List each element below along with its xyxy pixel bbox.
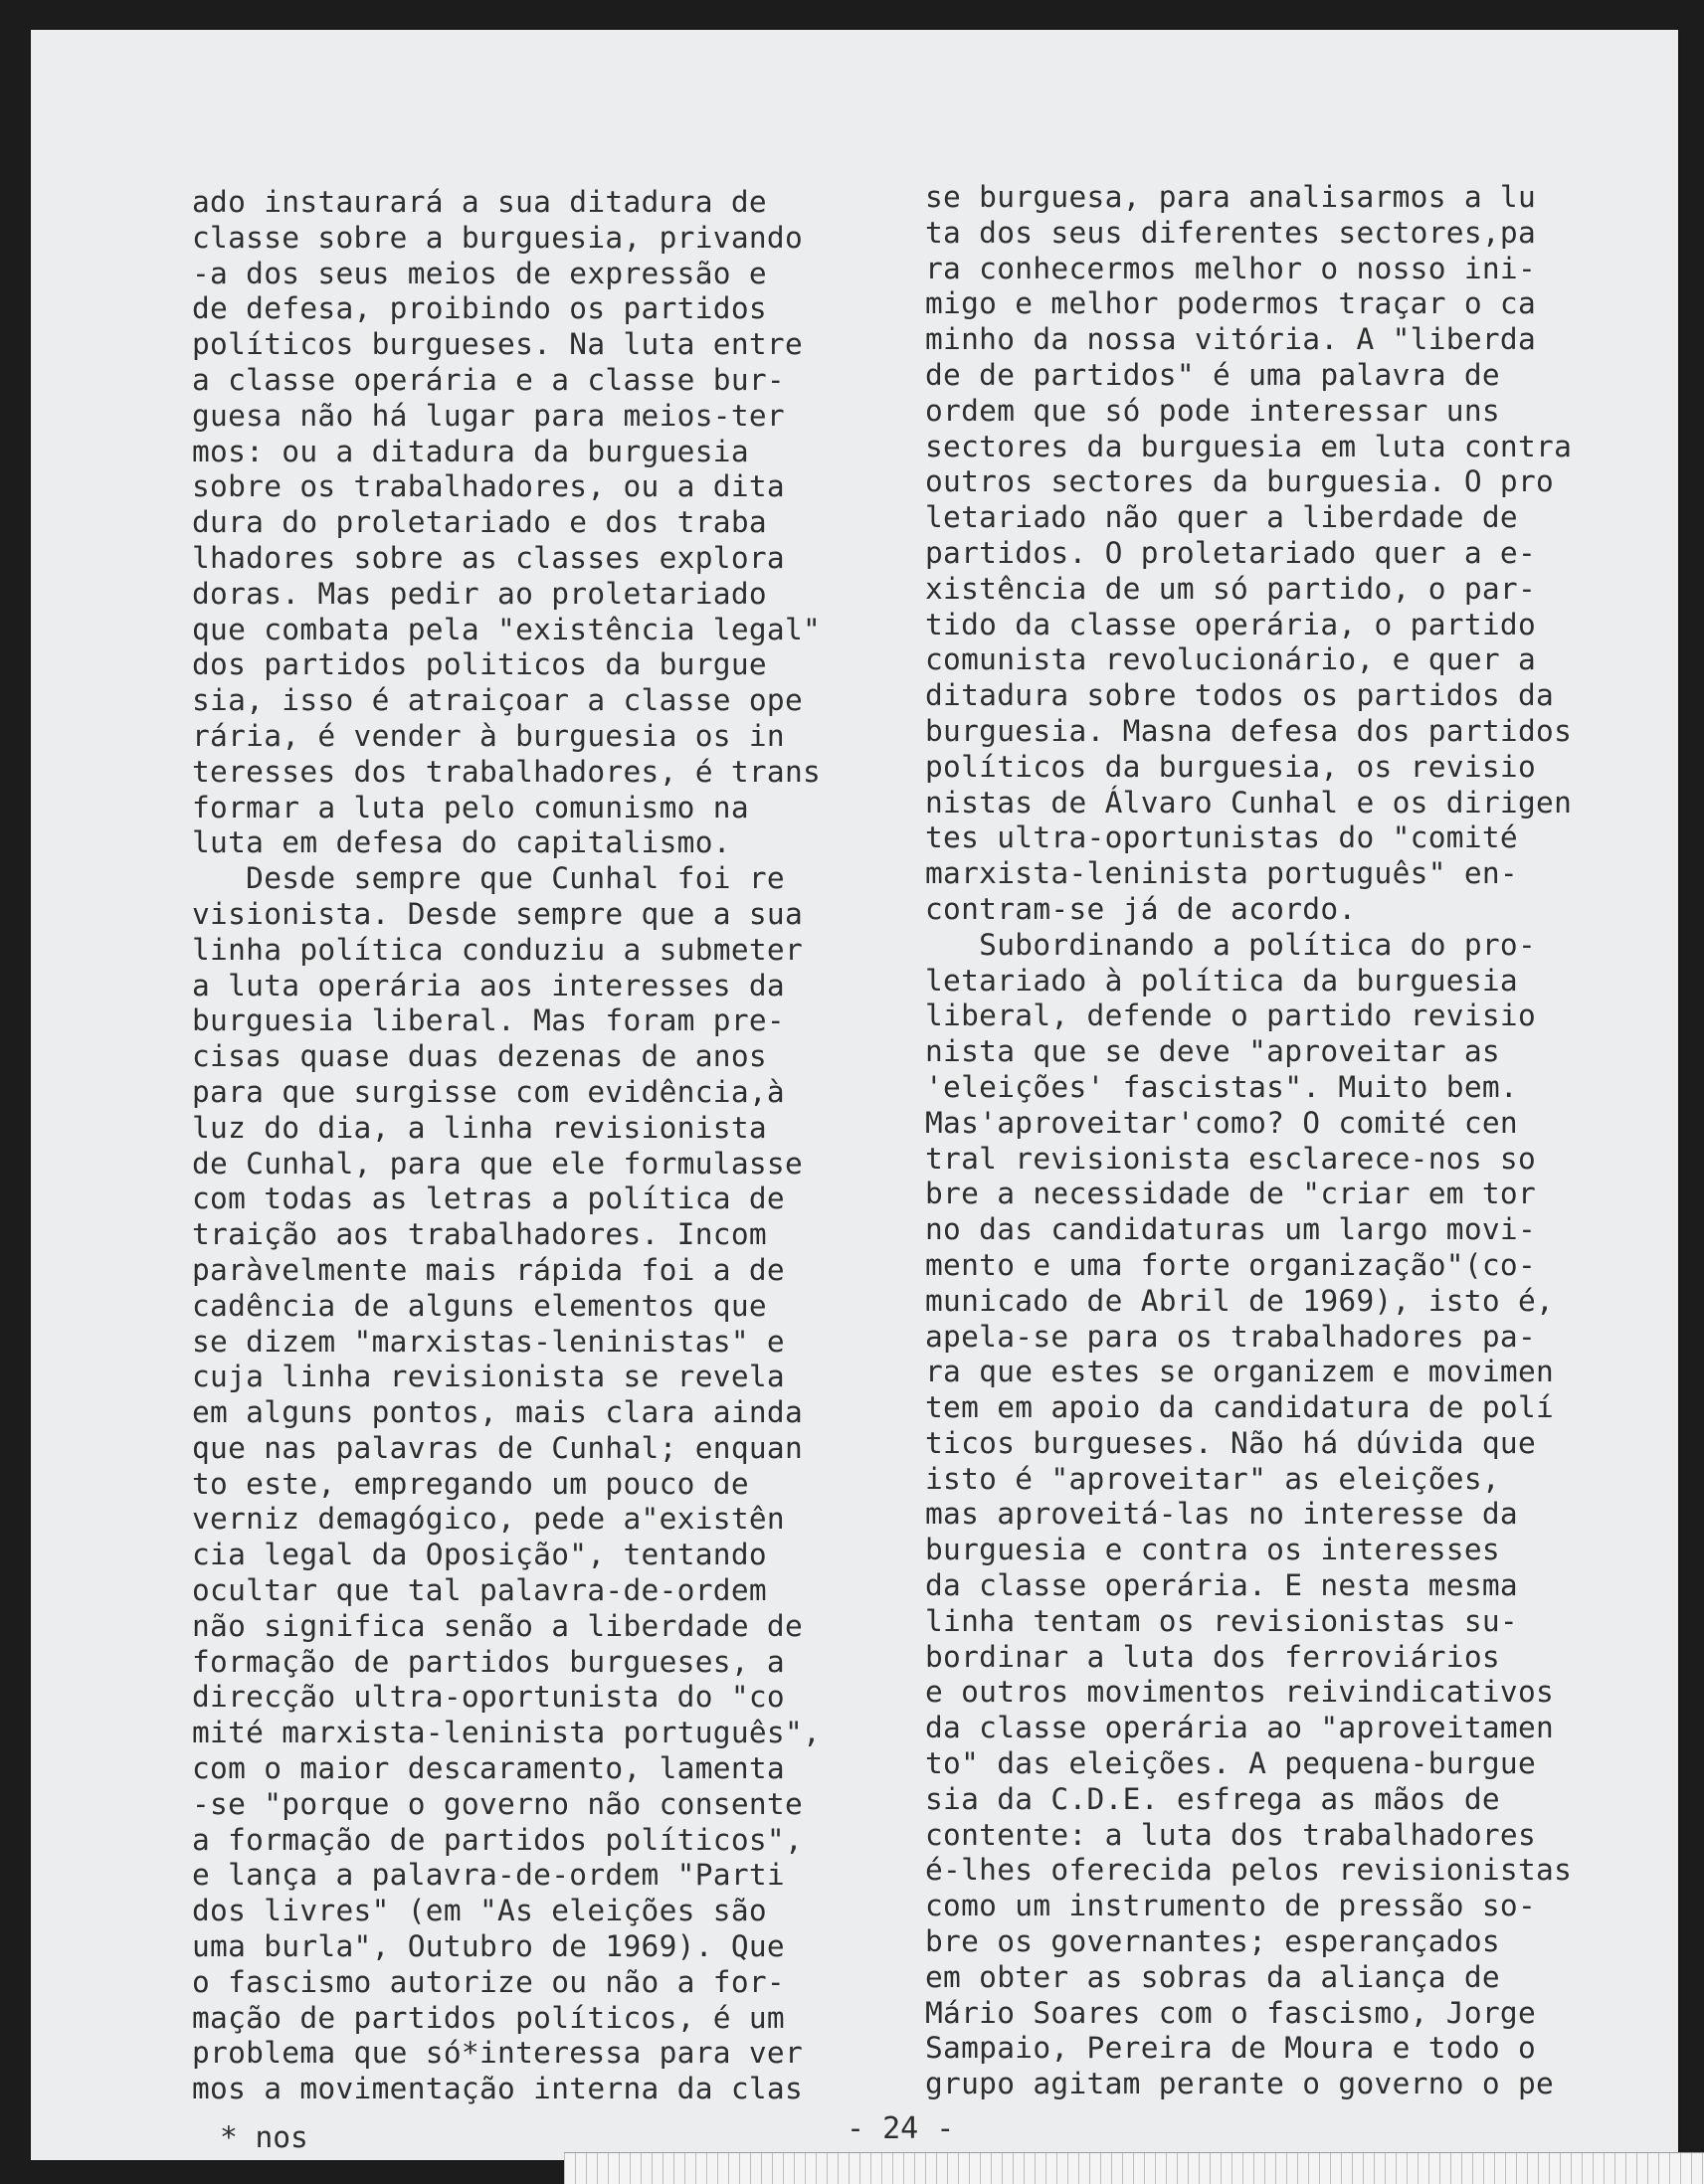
text-line: mação de partidos políticos, é um bbox=[192, 2000, 785, 2035]
text-line: mas aproveitá-las no interesse da bbox=[925, 1497, 1518, 1532]
text-line: -a dos seus meios de expressão e bbox=[192, 256, 767, 290]
text-line: Mas'aproveitar'como? O comité cen bbox=[925, 1105, 1518, 1140]
text-line: ordem que só pode interessar uns bbox=[925, 393, 1500, 428]
text-line: que combata pela "existência legal" bbox=[192, 612, 822, 646]
text-line: para que surgisse com evidência,à bbox=[192, 1074, 785, 1109]
text-line: cuja linha revisionista se revela bbox=[192, 1360, 785, 1394]
text-line: minho da nossa vitória. A "liberda bbox=[925, 322, 1537, 357]
text-line: a formação de partidos políticos", bbox=[192, 1822, 804, 1857]
text-line: verniz demagógico, pede a"existên bbox=[192, 1502, 785, 1537]
text-line: a luta operária aos interesses da bbox=[192, 968, 785, 1002]
text-line: burguesia liberal. Mas foram pre- bbox=[192, 1003, 785, 1038]
text-line: cadência de alguns elementos que bbox=[192, 1288, 767, 1323]
text-line: 'eleições' fascistas". Muito bem. bbox=[925, 1069, 1518, 1104]
text-line: dura do proletariado e dos traba bbox=[192, 505, 767, 540]
text-line: contente: a luta dos trabalhadores bbox=[925, 1817, 1537, 1852]
text-line: visionista. Desde sempre que a sua bbox=[192, 896, 804, 931]
text-line: ocultar que tal palavra-de-ordem bbox=[192, 1573, 767, 1608]
text-line: comunista revolucionário, e quer a bbox=[925, 642, 1537, 677]
text-line: tido da classe operária, o partido bbox=[925, 607, 1537, 641]
text-line: dos livres" (em "As eleições são bbox=[192, 1894, 767, 1928]
text-line: marxista-leninista português" en- bbox=[925, 856, 1518, 891]
text-line: sia da C.D.E. esfrega as mãos de bbox=[925, 1781, 1500, 1816]
text-line: luz do dia, a linha revisionista bbox=[192, 1110, 767, 1145]
text-line: isto é "aproveitar" as eleições, bbox=[925, 1461, 1500, 1496]
text-line: guesa não há lugar para meios-ter bbox=[192, 398, 785, 433]
text-line: é-lhes oferecida pelos revisionistas bbox=[925, 1853, 1573, 1888]
text-line: cia legal da Oposição", tentando bbox=[192, 1538, 767, 1572]
text-line: apela-se para os trabalhadores pa- bbox=[925, 1319, 1537, 1354]
text-line: Subordinando a política do pro- bbox=[925, 927, 1537, 962]
text-line: nistas de Álvaro Cunhal e os dirigen bbox=[925, 785, 1573, 819]
text-line: tes ultra-oportunistas do "comité bbox=[925, 820, 1518, 855]
text-line: em obter as sobras da aliança de bbox=[925, 1959, 1500, 1994]
document-page bbox=[31, 30, 1678, 2160]
text-line: como um instrumento de pressão so- bbox=[925, 1889, 1537, 1923]
text-line: nista que se deve "aproveitar as bbox=[925, 1034, 1500, 1069]
text-line: doras. Mas pedir ao proletariado bbox=[192, 576, 767, 611]
text-line: linha política conduziu a submeter bbox=[192, 932, 804, 967]
text-line: Desde sempre que Cunhal foi re bbox=[192, 861, 785, 896]
text-line: burguesia. Masna defesa dos partidos bbox=[925, 713, 1573, 748]
text-line: de de partidos" é uma palavra de bbox=[925, 357, 1500, 392]
text-line: políticos burgueses. Na luta entre bbox=[192, 327, 804, 362]
text-line: sobre os trabalhadores, ou a dita bbox=[192, 469, 785, 504]
text-line: municado de Abril de 1969), isto é, bbox=[925, 1283, 1555, 1318]
footnote: * nos bbox=[220, 2120, 308, 2154]
text-line: cisas quase duas dezenas de anos bbox=[192, 1039, 767, 1074]
text-line: classe sobre a burguesia, privando bbox=[192, 220, 804, 255]
text-line: partidos. O proletariado quer a e- bbox=[925, 535, 1537, 570]
text-line: grupo agitam perante o governo o pe bbox=[925, 2067, 1555, 2101]
right-text-column bbox=[925, 180, 1572, 2102]
text-line: sectores da burguesia em luta contra bbox=[925, 429, 1573, 463]
text-line: ta dos seus diferentes sectores,pa bbox=[925, 215, 1537, 250]
text-line: no das candidaturas um largo movi- bbox=[925, 1212, 1537, 1247]
text-line: de Cunhal, para que ele formulasse bbox=[192, 1146, 804, 1181]
text-line: letariado não quer a liberdade de bbox=[925, 500, 1518, 535]
scale-ruler bbox=[564, 2152, 1704, 2184]
text-line: formar a luta pelo comunismo na bbox=[192, 790, 749, 824]
text-line: linha tentam os revisionistas su- bbox=[925, 1603, 1518, 1638]
text-line: -se "porque o governo não consente bbox=[192, 1786, 804, 1821]
text-line: to" das eleições. A pequena-burgue bbox=[925, 1746, 1537, 1781]
text-line: se burguesa, para analisarmos a lu bbox=[925, 180, 1537, 214]
text-line: Sampaio, Pereira de Moura e todo o bbox=[925, 2031, 1537, 2066]
text-line: liberal, defende o partido revisio bbox=[925, 999, 1537, 1033]
text-line: se dizem "marxistas-leninistas" e bbox=[192, 1324, 785, 1359]
text-line: mité marxista-leninista português", bbox=[192, 1716, 822, 1750]
text-line: políticos da burguesia, os revisio bbox=[925, 749, 1537, 784]
text-line: ra conhecermos melhor o nosso ini- bbox=[925, 251, 1537, 285]
text-line: teresses dos trabalhadores, é trans bbox=[192, 754, 822, 789]
text-line: dos partidos politicos da burgue bbox=[192, 647, 767, 682]
text-line: mento e uma forte organização"(co- bbox=[925, 1247, 1537, 1282]
text-line: da classe operária ao "aproveitamen bbox=[925, 1711, 1555, 1745]
text-line: burguesia e contra os interesses bbox=[925, 1533, 1500, 1567]
text-line: traição aos trabalhadores. Incom bbox=[192, 1217, 767, 1252]
page-number: - 24 - bbox=[847, 2111, 955, 2146]
text-line: de defesa, proibindo os partidos bbox=[192, 291, 767, 326]
text-line: lhadores sobre as classes explora bbox=[192, 540, 785, 575]
text-line: o fascismo autorize ou não a for- bbox=[192, 1964, 785, 1999]
text-line: paràvelmente mais rápida foi a de bbox=[192, 1252, 785, 1287]
text-line: problema que só*interessa para ver bbox=[192, 2036, 804, 2071]
text-line: Mário Soares com o fascismo, Jorge bbox=[925, 1995, 1537, 2030]
text-line: ticos burgueses. Não há dúvida que bbox=[925, 1425, 1537, 1460]
text-line: da classe operária. E nesta mesma bbox=[925, 1568, 1518, 1603]
text-line: letariado à política da burguesia bbox=[925, 963, 1518, 998]
text-line: ditadura sobre todos os partidos da bbox=[925, 678, 1555, 713]
text-line: bordinar a luta dos ferroviários bbox=[925, 1639, 1500, 1674]
text-line: ra que estes se organizem e movimen bbox=[925, 1355, 1555, 1389]
text-line: mos: ou a ditadura da burguesia bbox=[192, 434, 749, 468]
text-line: migo e melhor podermos traçar o ca bbox=[925, 286, 1537, 321]
text-line: e outros movimentos reivindicativos bbox=[925, 1675, 1555, 1710]
text-line: xistência de um só partido, o par- bbox=[925, 571, 1537, 606]
text-line: não significa senão a liberdade de bbox=[192, 1608, 804, 1643]
text-line: ado instaurará a sua ditadura de bbox=[192, 185, 767, 219]
text-line: rária, é vender à burguesia os in bbox=[192, 718, 785, 753]
text-line: tral revisionista esclarece-nos so bbox=[925, 1141, 1537, 1176]
text-line: bre a necessidade de "criar em tor bbox=[925, 1177, 1537, 1211]
text-line: formação de partidos burgueses, a bbox=[192, 1644, 785, 1679]
text-line: com todas as letras a política de bbox=[192, 1182, 785, 1216]
text-line: direcção ultra-oportunista do "co bbox=[192, 1680, 785, 1715]
text-line: bre os governantes; esperançados bbox=[925, 1924, 1500, 1959]
text-line: outros sectores da burguesia. O pro bbox=[925, 464, 1555, 499]
text-line: to este, empregando um pouco de bbox=[192, 1466, 749, 1501]
left-text-column bbox=[192, 185, 821, 2107]
text-line: com o maior descaramento, lamenta bbox=[192, 1751, 785, 1786]
text-line: contram-se já de acordo. bbox=[925, 891, 1357, 926]
text-line: em alguns pontos, mais clara ainda bbox=[192, 1395, 804, 1430]
text-line: tem em apoio da candidatura de polí bbox=[925, 1390, 1555, 1425]
text-line: que nas palavras de Cunhal; enquan bbox=[192, 1430, 804, 1465]
text-line: uma burla", Outubro de 1969). Que bbox=[192, 1929, 785, 1964]
text-line: a classe operária e a classe bur- bbox=[192, 362, 785, 397]
text-line: mos a movimentação interna da clas bbox=[192, 2072, 804, 2106]
text-line: e lança a palavra-de-ordem "Parti bbox=[192, 1858, 785, 1893]
text-line: luta em defesa do capitalismo. bbox=[192, 825, 731, 860]
text-line: sia, isso é atraiçoar a classe ope bbox=[192, 683, 804, 718]
